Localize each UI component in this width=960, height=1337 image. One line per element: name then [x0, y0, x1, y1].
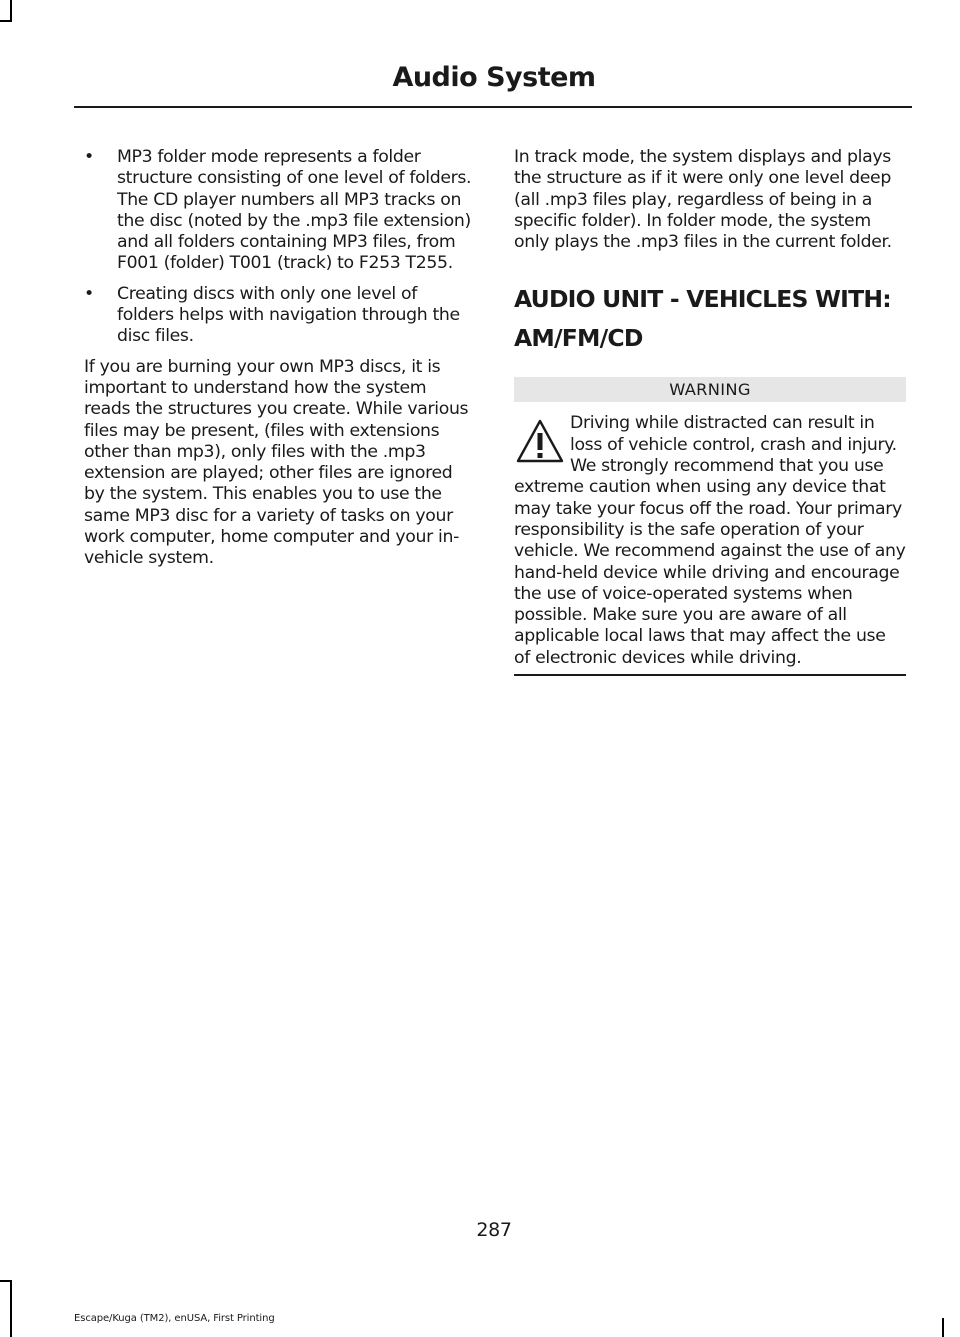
page-number: 287 [476, 1219, 512, 1241]
warning-text: Driving while distracted can result in loss of vehicle control, crash and injury. We strongly recommend that you use extreme caution when using any device that may take your focus off the road. Your primary responsibility is the safe operation of your vehicle. We recommend against the use of any hand-held device while driving and encourage the use of voice-operated systems when possible. Make sure you are aware of all applicable local laws that may affect the use of electronic devices while driving. [514, 413, 906, 668]
bullet-marker: • [84, 147, 94, 167]
section-heading-line: AUDIO UNIT - VEHICLES WITH: [514, 285, 891, 314]
section-heading [514, 283, 906, 355]
crop-mark-top-left-v [10, 0, 12, 20]
crop-mark-bottom-left-h [0, 1280, 12, 1282]
warning-box [514, 413, 906, 676]
body-paragraph: In track mode, the system displays and plays the structure as if it were only one level deep (all .mp3 files play, regardless of being in a specific folder). In folder mode, the system only plays the .mp3 files in the current folder. [514, 147, 892, 253]
list-item-text: MP3 folder mode represents a folder structure consisting of one level of folders. The CD player numbers all MP3 tracks on the disc (noted by the .mp3 file extension) and all folders containing MP3 files, from F001 (folder) T001 (track) to F253 T255. [117, 147, 472, 274]
left-column [84, 147, 476, 582]
list-item [84, 284, 476, 348]
section-heading-line: AM/FM/CD [514, 324, 643, 353]
body-paragraph: If you are burning your own MP3 discs, it is important to understand how the system reads the structures you create. While various files may be present, (files with extensions other than mp3), only files with the .mp3 extension are played; other files are ignored by the system. This enables you to use the same MP3 disc for a variety of tasks on your work computer, home computer and your in-vehicle system. [84, 356, 469, 569]
bullet-marker: • [84, 283, 94, 304]
crop-mark-bottom-left-v [10, 1280, 12, 1337]
warning-triangle-icon [514, 417, 566, 467]
list-item-text: Creating discs with only one level of folders helps with navigation through the disc files. [117, 283, 460, 347]
right-column [514, 147, 906, 676]
bullet-list [84, 147, 476, 348]
footer-text: Escape/Kuga (TM2), enUSA, First Printing [74, 1313, 275, 1324]
header-divider [74, 106, 912, 108]
list-item [84, 147, 476, 275]
crop-mark-top-left-h [0, 20, 12, 22]
warning-label: WARNING [514, 377, 906, 402]
page-title: Audio System [392, 62, 596, 93]
crop-mark-bottom-right-v [942, 1318, 944, 1337]
warning-divider [514, 674, 906, 676]
